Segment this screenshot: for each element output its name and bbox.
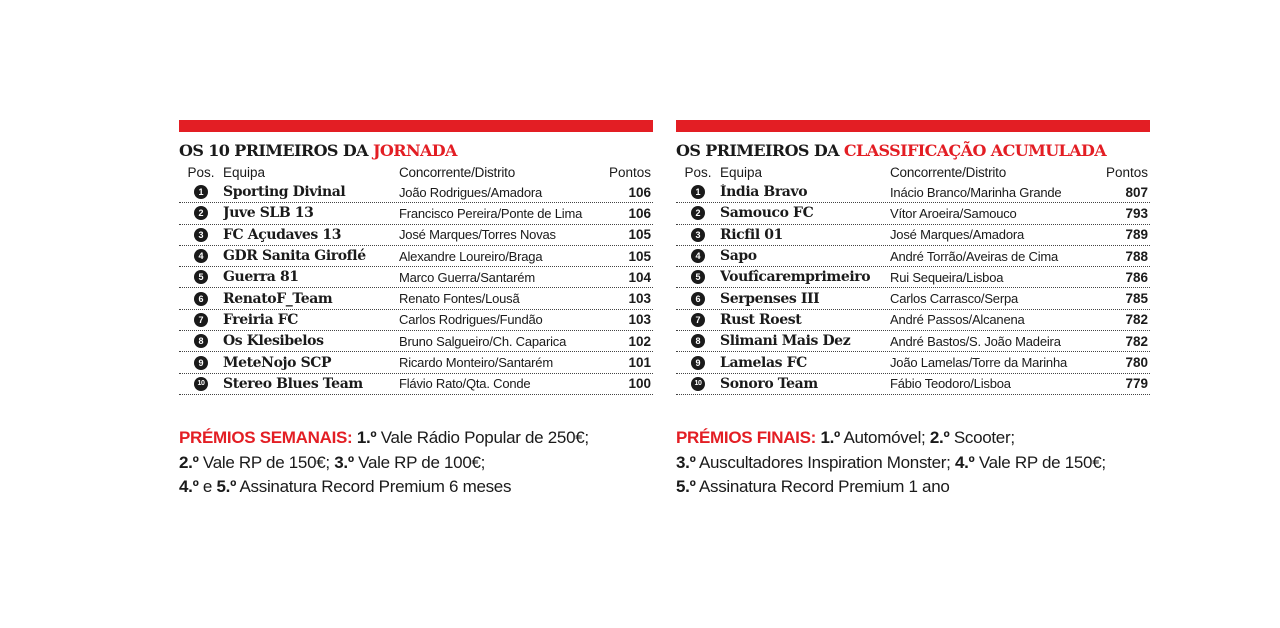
header-points: Pontos [1105, 164, 1148, 180]
weekly-ranking-rows [179, 182, 653, 395]
points: 786 [1125, 269, 1148, 285]
team-name: FC Açudaves 13 [223, 226, 342, 243]
header-competitor: Concorrente/Distrito [890, 164, 1007, 180]
position-badge: 2 [194, 206, 208, 220]
team-name: Lamelas FC [720, 354, 807, 371]
position-badge: 9 [691, 356, 705, 370]
points: 101 [628, 355, 651, 371]
team-name: Ricfil 01 [720, 226, 783, 243]
team-name: Samouco FC [720, 205, 814, 222]
position-cell [179, 206, 223, 220]
prize-rank: 5.º [216, 477, 237, 496]
position-cell [179, 313, 223, 327]
position-cell [179, 228, 223, 242]
position-cell [676, 377, 720, 391]
title-prefix: OS PRIMEIROS DA [676, 141, 839, 160]
table-row [676, 331, 1150, 352]
position-cell [676, 270, 720, 284]
points: 785 [1125, 291, 1148, 307]
team-name: Índia Bravo [720, 184, 808, 201]
team-name: RenatoF_Team [223, 290, 333, 307]
position-cell [179, 270, 223, 284]
points: 105 [628, 248, 651, 264]
points: 105 [628, 227, 651, 243]
red-header-bar [179, 120, 653, 132]
position-cell [676, 206, 720, 220]
points: 779 [1125, 376, 1148, 392]
team-name: Sporting Divinal [223, 184, 346, 201]
team-name: Sapo [720, 248, 757, 265]
position-badge: 4 [194, 249, 208, 263]
team-name: Freiria FC [223, 311, 299, 328]
table-row [179, 310, 653, 331]
points: 106 [628, 184, 651, 200]
position-cell [676, 249, 720, 263]
competitor-district: Carlos Rodrigues/Fundão [399, 312, 543, 328]
position-cell [676, 228, 720, 242]
points: 102 [628, 333, 651, 349]
position-badge: 3 [691, 228, 705, 242]
prizes-label: PRÉMIOS SEMANAIS: [179, 428, 353, 447]
table-row [179, 182, 653, 203]
prize-text: Vale RP de 150€; [974, 452, 1106, 472]
position-cell [179, 185, 223, 199]
position-badge: 8 [194, 334, 208, 348]
competitor-district: André Torrão/Aveiras de Cima [890, 248, 1059, 264]
position-cell [179, 334, 223, 348]
competitor-district: Marco Guerra/Santarém [399, 269, 535, 285]
prize-rank: 2.º [179, 452, 199, 472]
table-row [676, 182, 1150, 203]
position-badge: 5 [691, 270, 705, 284]
competitor-district: André Passos/Alcanena [890, 312, 1025, 328]
position-badge: 1 [691, 185, 705, 199]
weekly-ranking-panel [179, 120, 653, 395]
competitor-district: Alexandre Loureiro/Braga [399, 248, 543, 264]
table-row [676, 246, 1150, 267]
weekly-prizes [179, 426, 589, 500]
table-row [676, 352, 1150, 373]
competitor-district: Bruno Salgueiro/Ch. Caparica [399, 333, 567, 349]
position-badge: 3 [194, 228, 208, 242]
prizes-line-2 [179, 451, 589, 476]
header-competitor: Concorrente/Distrito [399, 164, 516, 180]
table-header [676, 162, 1150, 182]
table-row [179, 374, 653, 395]
competitor-district: Carlos Carrasco/Serpa [890, 291, 1019, 307]
position-badge: 10 [194, 377, 208, 391]
team-name: Sonoro Team [720, 375, 818, 392]
competitor-district: Vítor Aroeira/Samouco [890, 205, 1017, 221]
team-name: Slimani Mais Dez [720, 333, 851, 350]
prize-text: Assinatura Record Premium 1 ano [695, 477, 950, 496]
cumulative-ranking-title [676, 141, 1150, 160]
prize-rank: 3.º [676, 452, 696, 472]
prizes-line-3 [676, 475, 1106, 500]
competitor-district: José Marques/Amadora [890, 227, 1025, 243]
position-badge: 7 [194, 313, 208, 327]
table-row [676, 310, 1150, 331]
prize-text: Vale RP de 100€; [353, 452, 486, 472]
position-badge: 1 [194, 185, 208, 199]
team-name: GDR Sanita Giroflé [223, 248, 366, 265]
prize-text: Vale Rádio Popular de 250€; [376, 428, 589, 447]
red-header-bar [676, 120, 1150, 132]
position-badge: 7 [691, 313, 705, 327]
points: 103 [628, 312, 651, 328]
position-cell [676, 185, 720, 199]
team-name: Serpenses III [720, 290, 820, 307]
position-badge: 6 [691, 292, 705, 306]
table-row [179, 246, 653, 267]
team-name: Stereo Blues Team [223, 375, 363, 392]
competitor-district: Flávio Rato/Qta. Conde [399, 376, 531, 392]
table-row [676, 203, 1150, 224]
title-highlight: CLASSIFICAÇÃO ACUMULADA [843, 141, 1107, 160]
position-badge: 5 [194, 270, 208, 284]
points: 106 [628, 205, 651, 221]
team-name: Os Klesibelos [223, 333, 324, 350]
competitor-district: Inácio Branco/Marinha Grande [890, 184, 1062, 200]
table-header [179, 162, 653, 182]
team-name: Guerra 81 [223, 269, 299, 286]
cumulative-ranking-rows [676, 182, 1150, 395]
points: 793 [1125, 205, 1148, 221]
position-badge: 6 [194, 292, 208, 306]
table-row [676, 288, 1150, 309]
points: 807 [1125, 184, 1148, 200]
prize-rank: 3.º [334, 452, 354, 472]
prizes-line-1 [179, 426, 589, 451]
position-badge: 4 [691, 249, 705, 263]
position-cell [676, 356, 720, 370]
points: 104 [628, 269, 651, 285]
competitor-district: Ricardo Monteiro/Santarém [399, 355, 553, 371]
prize-rank: 1.º [356, 428, 377, 447]
position-badge: 9 [194, 356, 208, 370]
prize-text: e [198, 477, 217, 496]
prize-text: Automóvel; [839, 428, 930, 447]
position-cell [676, 334, 720, 348]
position-badge: 10 [691, 377, 705, 391]
table-row [179, 352, 653, 373]
points: 100 [628, 376, 651, 392]
prize-rank: 2.º [929, 428, 950, 447]
position-badge: 2 [691, 206, 705, 220]
team-name: Rust Roest [720, 311, 802, 328]
competitor-district: Rui Sequeira/Lisboa [890, 269, 1004, 285]
team-name: Voufîcaremprimeiro [720, 269, 871, 286]
table-row [179, 267, 653, 288]
competitor-district: João Rodrigues/Amadora [399, 184, 543, 200]
competitor-district: João Lamelas/Torre da Marinha [890, 355, 1068, 371]
points: 782 [1125, 333, 1148, 349]
prizes-line-3 [179, 475, 589, 500]
table-row [676, 374, 1150, 395]
title-prefix: OS 10 PRIMEIROS DA [179, 141, 368, 160]
position-cell [179, 377, 223, 391]
header-points: Pontos [608, 164, 651, 180]
competitor-district: Francisco Pereira/Ponte de Lima [399, 205, 583, 221]
prize-rank: 1.º [820, 428, 840, 447]
weekly-ranking-title [179, 141, 653, 160]
table-row [179, 288, 653, 309]
header-pos: Pos. [187, 164, 215, 180]
prize-rank: 4.º [179, 477, 199, 496]
competitor-district: Renato Fontes/Lousã [399, 291, 520, 307]
prize-rank: 4.º [954, 452, 975, 472]
prize-text: Scooter; [949, 428, 1015, 447]
team-name: Juve SLB 13 [223, 205, 314, 222]
header-pos: Pos. [684, 164, 712, 180]
points: 103 [628, 291, 651, 307]
team-name: MeteNojo SCP [223, 354, 332, 371]
prizes-label: PRÉMIOS FINAIS: [676, 428, 817, 447]
prizes-line-2 [676, 451, 1106, 476]
position-cell [179, 249, 223, 263]
table-row [179, 225, 653, 246]
table-row [676, 225, 1150, 246]
competitor-district: André Bastos/S. João Madeira [890, 333, 1061, 349]
prize-text: Vale RP de 150€; [198, 452, 335, 472]
title-highlight: JORNADA [372, 141, 457, 160]
final-prizes [676, 426, 1106, 500]
header-team: Equipa [223, 164, 266, 180]
points: 780 [1125, 355, 1148, 371]
cumulative-ranking-panel [676, 120, 1150, 395]
points: 788 [1125, 248, 1148, 264]
prize-text: Assinatura Record Premium 6 meses [236, 477, 512, 496]
position-cell [179, 356, 223, 370]
prizes-line-1 [676, 426, 1106, 451]
header-team: Equipa [720, 164, 763, 180]
prize-text: Auscultadores Inspiration Monster; [695, 452, 955, 472]
table-row [179, 203, 653, 224]
points: 782 [1125, 312, 1148, 328]
competitor-district: José Marques/Torres Novas [399, 227, 556, 243]
competitor-district: Fábio Teodoro/Lisboa [890, 376, 1011, 392]
table-row [179, 331, 653, 352]
position-cell [179, 292, 223, 306]
prize-rank: 5.º [676, 477, 696, 496]
points: 789 [1125, 227, 1148, 243]
position-cell [676, 292, 720, 306]
position-badge: 8 [691, 334, 705, 348]
position-cell [676, 313, 720, 327]
table-row [676, 267, 1150, 288]
